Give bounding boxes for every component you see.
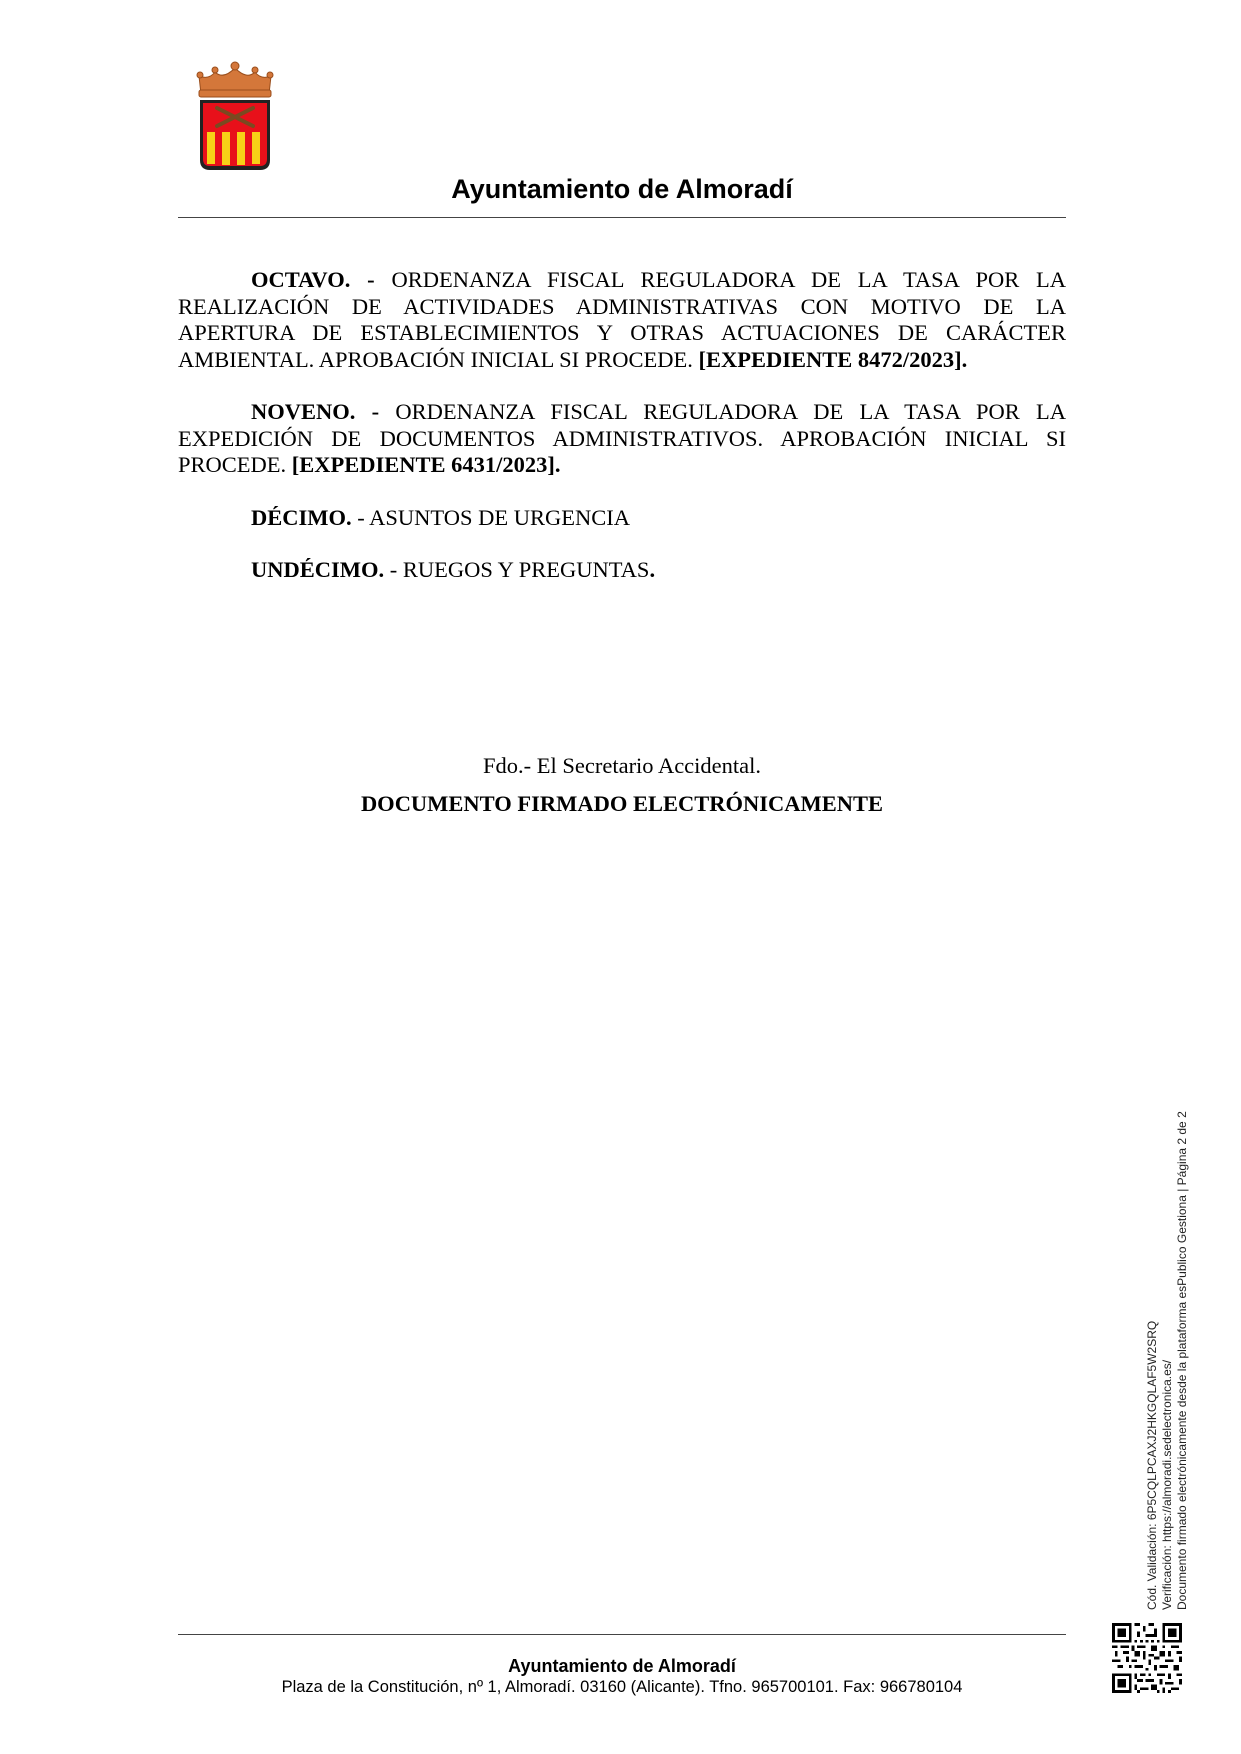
agenda-ordinal: DÉCIMO. (251, 504, 352, 530)
signature-note: DOCUMENTO FIRMADO ELECTRÓNICAMENTE (360, 791, 884, 816)
footer-address: Plaza de la Constitución, nº 1, Almoradí. 03160 (Alicante). Tfno. 965700101. Fax: 966780104 (281, 1678, 963, 1696)
agenda-text: - ASUNTOS DE URGENCIA (351, 504, 630, 530)
footer-title: Ayuntamiento de Almoradí (508, 1656, 736, 1676)
agenda-text: ORDENANZA FISCAL REGULADORA DE LA TASA POR LA EXPEDICIÓN DE DOCUMENTOS ADMINISTRATIVOS. APROBACIÓN INICIAL SI PROCEDE. (178, 399, 1067, 477)
agenda-item-undecimo (178, 557, 1066, 584)
qr-code-icon (1112, 1623, 1182, 1693)
verification-code: Cód. Validación: 6P5CQLPCAXJ2HKGQLAF5W2SRQ (1145, 1320, 1159, 1610)
verification-url: Verificación: https://almoradi.sedelectronica.es/ (1160, 1359, 1174, 1610)
agenda-text: - RUEGOS Y PREGUNTAS (384, 557, 650, 582)
header-divider (178, 217, 1066, 218)
agenda-end: . (649, 557, 656, 582)
signature-line: Fdo.- El Secretario Accidental. (482, 753, 762, 778)
agenda-expediente: [EXPEDIENTE 8472/2023]. (698, 346, 968, 372)
agenda-item-noveno (178, 399, 1066, 479)
agenda-item-octavo (178, 267, 1066, 373)
agenda-expediente: [EXPEDIENTE 6431/2023]. (291, 452, 561, 477)
agenda-item-decimo (178, 505, 1066, 532)
agenda-body (178, 267, 1066, 610)
verification-platform: Documento firmado electrónicamente desde la plataforma esPublico Gestiona | Página 2 de 2 (1175, 1111, 1189, 1610)
verification-text (1145, 1090, 1190, 1610)
agenda-ordinal: NOVENO. - (251, 399, 380, 424)
coat-of-arms-icon (195, 60, 275, 172)
agenda-ordinal: UNDÉCIMO. (251, 557, 385, 582)
page-title: Ayuntamiento de Almoradí (451, 174, 793, 204)
agenda-ordinal: OCTAVO. - (251, 267, 375, 292)
footer-divider (178, 1634, 1066, 1635)
agenda-text: ORDENANZA FISCAL REGULADORA DE LA TASA POR LA REALIZACIÓN DE ACTIVIDADES ADMINISTRATIVAS CON MOTIVO DE LA APERTURA DE ESTABLECIMIENTOS Y OTRAS ACTUACIONES DE CARÁCTER AMBIENTAL. APROBACIÓN INICIAL SI PROCEDE. (178, 267, 1066, 372)
